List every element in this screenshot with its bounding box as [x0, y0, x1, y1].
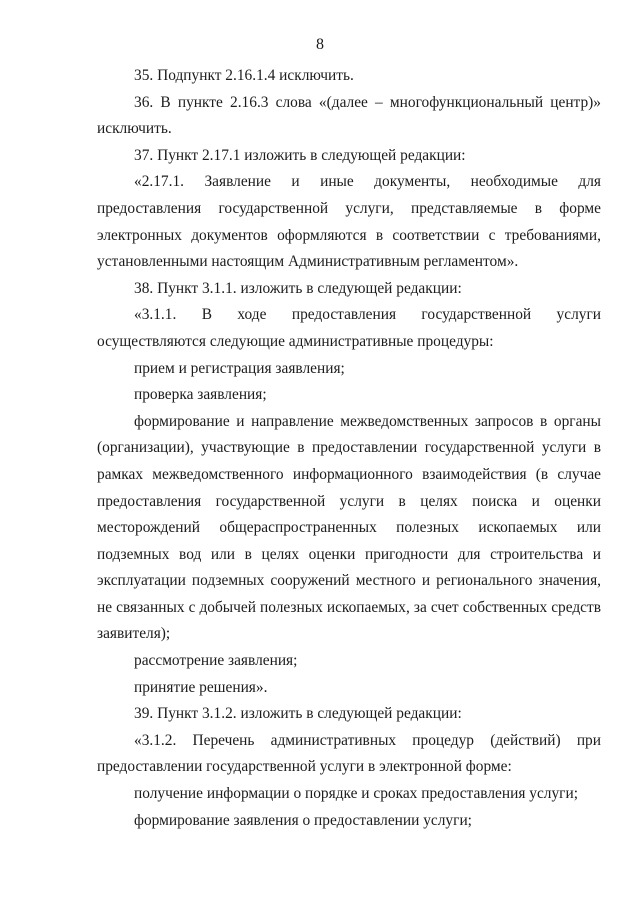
- procedure-check: проверка заявления;: [134, 386, 267, 404]
- procedure-requests: формирование и направление межведомственных запросов в органы (организации), участвующие в предоставлении государственной услуги в рамках межведомственного информационного взаимодействия (в случае предоставления государственной услуги в целях поиска и оценки месторождений общераспространенных полезных ископаемых или подземных вод или в целях оценки пригодности для строительства и эксплуатации подземных сооружений местного и регионального значения, не связанных с добычей полезных ископаемых, за счет собственных средств заявителя);: [97, 412, 601, 643]
- procedure-info: получение информации о порядке и сроках предоставления услуги;: [134, 785, 578, 803]
- item-38-text: «3.1.1. В ходе предоставления государственной услуги осуществляются следующие административные процедуры:: [97, 306, 601, 350]
- procedure-reception: прием и регистрация заявления;: [134, 359, 345, 377]
- item-37-text: «2.17.1. Заявление и иные документы, необходимые для предоставления государственной услуги, представляемые в форме электронных документов оформляются в соответствии с требованиями, установленными настоящим Административным регламентом».: [97, 173, 601, 271]
- procedure-decision: принятие решения».: [134, 678, 268, 696]
- item-35: 35. Подпункт 2.16.1.4 исключить.: [134, 67, 354, 84]
- document-body: [97, 63, 601, 834]
- page-number: 8: [316, 36, 324, 53]
- item-37: 37. Пункт 2.17.1 изложить в следующей редакции:: [134, 146, 466, 164]
- item-38: 38. Пункт 3.1.1. изложить в следующей редакции:: [134, 279, 462, 297]
- item-36: 36. В пункте 2.16.3 слова «(далее – многофункциональный центр)» исключить.: [97, 93, 601, 138]
- procedure-application: формирование заявления о предоставлении услуги;: [134, 811, 472, 829]
- item-39-text: «3.1.2. Перечень административных процедур (действий) при предоставлении государственной услуги в электронной форме:: [97, 731, 601, 776]
- item-39: 39. Пункт 3.1.2. изложить в следующей редакции:: [134, 705, 462, 723]
- procedure-review: рассмотрение заявления;: [134, 652, 298, 670]
